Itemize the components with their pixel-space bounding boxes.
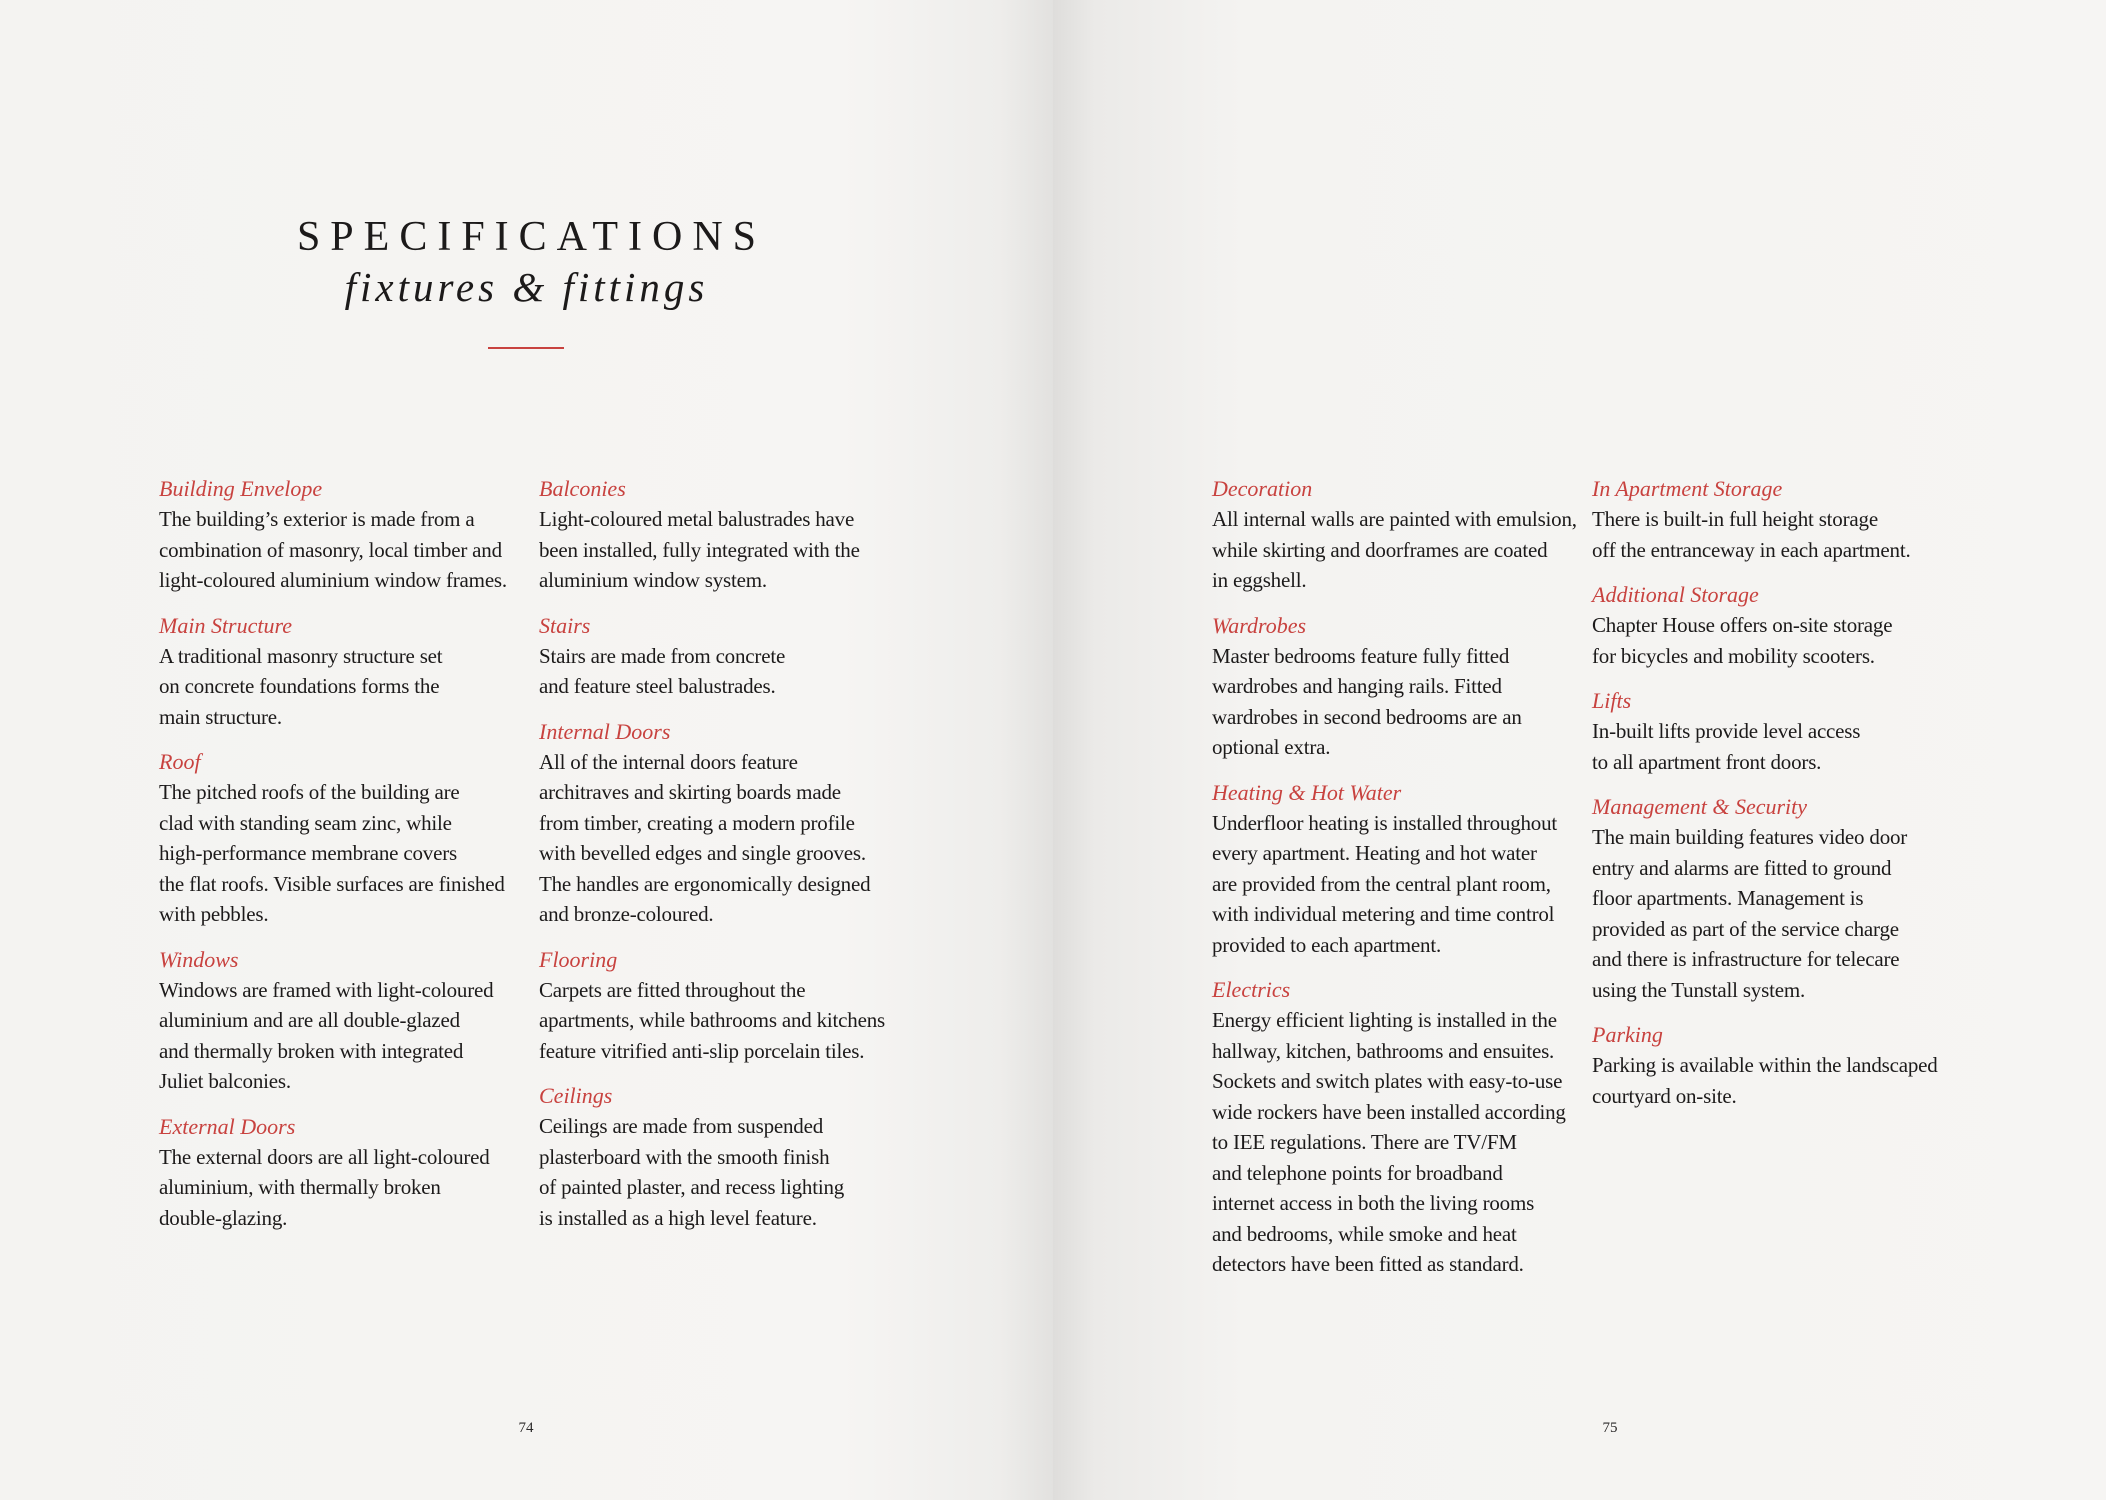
spec-heading: In Apartment Storage	[1592, 476, 1783, 501]
spec-item	[1592, 791, 1962, 1005]
spec-item	[159, 944, 529, 1097]
spec-item	[159, 1111, 529, 1234]
spec-body: The pitched roofs of the building are clad with standing seam zinc, while high-performance membrane covers the flat roofs. Visible surfaces are finished with pebbles.	[159, 780, 505, 926]
spec-heading: Wardrobes	[1212, 612, 1307, 638]
spec-body: Light-coloured metal balustrades have been installed, fully integrated with the aluminium window system.	[539, 507, 860, 592]
spec-body: Chapter House offers on-site storage for bicycles and mobility scooters.	[1592, 613, 1893, 668]
spec-body: All internal walls are painted with emulsion, while skirting and doorframes are coated in eggshell.	[1212, 507, 1577, 592]
spec-item	[539, 473, 909, 596]
spec-heading: Decoration	[1212, 476, 1313, 501]
spec-body: All of the internal doors feature architraves and skirting boards made from timber, creating a modern profile with bevelled edges and single grooves. The handles are ergonomically designed and bronze-coloured.	[539, 749, 871, 926]
spec-item	[1592, 579, 1962, 671]
spec-heading: Balconies	[539, 476, 626, 501]
spec-item	[1212, 974, 1582, 1280]
spec-item	[1212, 473, 1582, 596]
left-column-1	[159, 473, 529, 1247]
title-block	[0, 212, 1053, 312]
right-column-2	[1592, 473, 1962, 1125]
spec-item	[539, 1080, 909, 1233]
page-number-right: 75	[1602, 1420, 1618, 1436]
spec-heading: Main Structure	[159, 612, 292, 638]
spec-item	[1592, 473, 1962, 565]
spec-heading: Parking	[1592, 1022, 1663, 1047]
spec-body: The building’s exterior is made from a combination of masonry, local timber and light-coloured aluminium window frames.	[159, 507, 507, 592]
page-subtitle: fixtures & fittings	[344, 264, 709, 310]
spec-body: Stairs are made from concrete and feature steel balustrades.	[539, 643, 786, 698]
spec-heading: Additional Storage	[1592, 582, 1759, 607]
right-column-1	[1212, 473, 1582, 1294]
spec-heading: Ceilings	[539, 1083, 613, 1108]
spec-body: Carpets are fitted throughout the apartments, while bathrooms and kitchens feature vitrified anti-slip porcelain tiles.	[539, 977, 885, 1063]
spec-body: There is built-in full height storage off the entranceway in each apartment.	[1592, 507, 1911, 562]
spec-body: The external doors are all light-coloured aluminium, with thermally broken double-glazing.	[159, 1144, 490, 1230]
spec-item	[1212, 610, 1582, 763]
spec-item	[159, 610, 529, 733]
spec-item	[1592, 1019, 1962, 1111]
spec-item	[1592, 685, 1962, 777]
spec-item	[159, 473, 529, 596]
spec-heading: Lifts	[1592, 688, 1632, 713]
spec-heading: External Doors	[159, 1113, 296, 1139]
spec-body: A traditional masonry structure set on concrete foundations forms the main structure.	[159, 643, 443, 729]
left-column-2	[539, 473, 909, 1247]
spec-item	[539, 716, 909, 930]
spec-body: Underfloor heating is installed throughout every apartment. Heating and hot water are provided from the central plant room, with individual metering and time control provided to each apartment.	[1212, 810, 1558, 957]
spec-body: Ceilings are made from suspended plasterboard with the smooth finish of painted plaster, and recess lighting is installed as a high level feature.	[539, 1114, 845, 1230]
spec-heading: Roof	[159, 749, 201, 774]
spec-heading: Heating & Hot Water	[1212, 779, 1402, 805]
spec-item	[539, 944, 909, 1067]
spec-heading: Flooring	[539, 946, 618, 972]
title-divider	[488, 347, 564, 349]
spec-body: Energy efficient lighting is installed in the hallway, kitchen, bathrooms and ensuites. Sockets and switch plates with easy-to-use wide rockers have been installed according to IEE regulations. There are TV/FM and telephone points for broadband internet access in both the living rooms and bedrooms, while smoke and heat detectors have been fitted as standard.	[1212, 1008, 1566, 1276]
spec-item	[539, 610, 909, 702]
spec-body: In-built lifts provide level access to all apartment front doors.	[1592, 719, 1861, 774]
spec-body: Master bedrooms feature fully fitted wardrobes and hanging rails. Fitted wardrobes in second bedrooms are an optional extra.	[1212, 643, 1522, 759]
spec-heading: Building Envelope	[159, 476, 323, 501]
page-number-left: 74	[518, 1420, 534, 1436]
spec-heading: Management & Security	[1592, 794, 1808, 819]
spec-body: Parking is available within the landscaped courtyard on-site.	[1592, 1053, 1938, 1108]
right-page	[1053, 0, 2106, 1500]
spec-heading: Internal Doors	[539, 718, 671, 744]
spec-item	[1212, 777, 1582, 961]
spec-heading: Windows	[159, 946, 239, 972]
spec-heading: Electrics	[1212, 977, 1291, 1002]
spec-body: Windows are framed with light-coloured aluminium and are all double-glazed and thermally broken with integrated Juliet balconies.	[159, 977, 494, 1093]
spec-item	[159, 746, 529, 930]
spec-heading: Stairs	[539, 612, 591, 638]
spec-body: The main building features video door entry and alarms are fitted to ground floor apartments. Management is provided as part of the service charge and there is infrastructure for telecare using the Tunstall system.	[1592, 825, 1908, 1002]
page-title: SPECIFICATIONS	[296, 214, 767, 260]
